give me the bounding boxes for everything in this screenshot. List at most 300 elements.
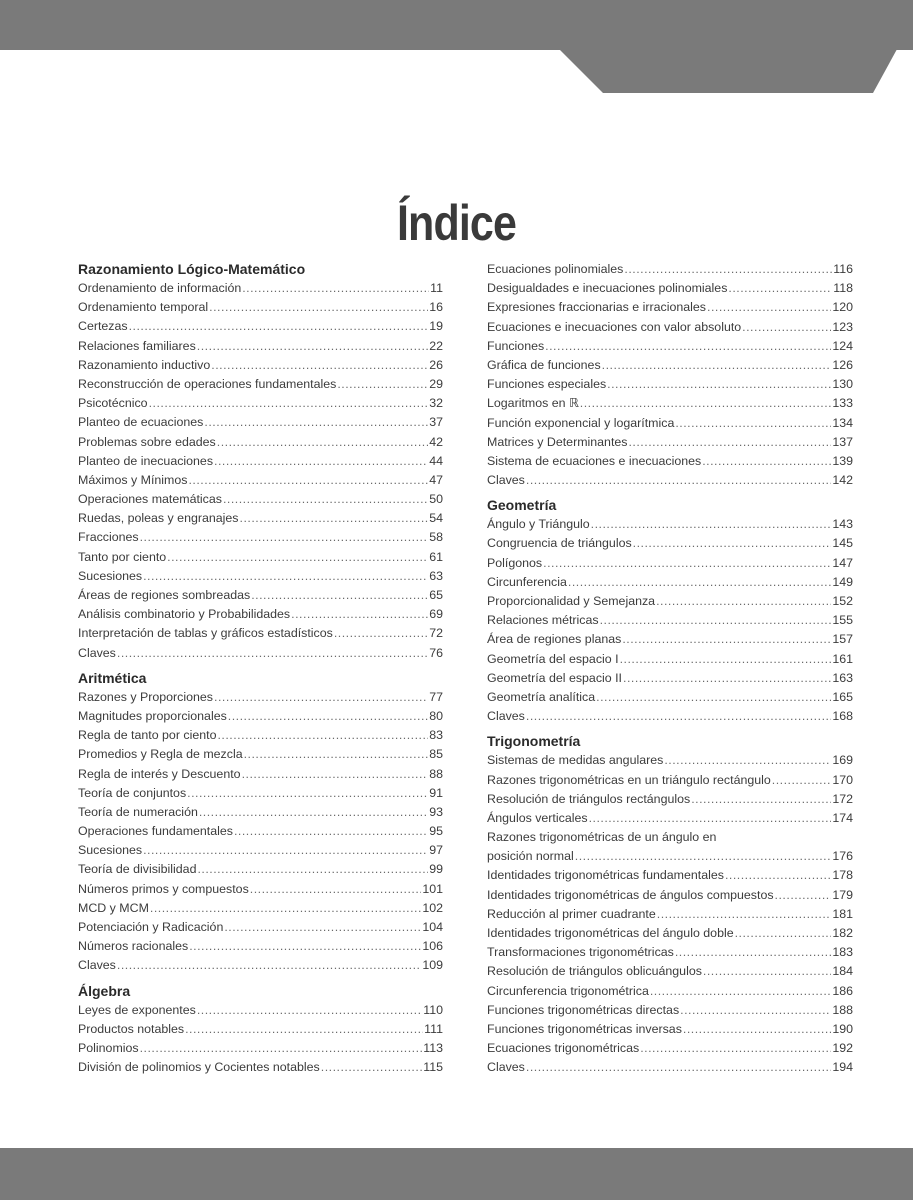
toc-entry-label: Geometría analítica [487, 689, 596, 704]
dot-leader [620, 650, 832, 669]
toc-page-number: 76 [429, 645, 443, 660]
toc-entry[interactable] [487, 260, 853, 279]
toc-entry[interactable] [487, 534, 853, 553]
toc-entry-label: Circunferencia trigonométrica [487, 983, 649, 998]
toc-page-number: 65 [429, 588, 443, 602]
toc-entry-label: Máximos y Mínimos [78, 472, 188, 487]
dot-leader [242, 279, 429, 298]
dot-leader [250, 880, 422, 899]
toc-page-number: 118 [833, 281, 853, 296]
toc-entry[interactable] [487, 298, 853, 317]
dot-leader [143, 567, 428, 586]
dot-leader [589, 809, 832, 828]
toc-entry-label: Operaciones matemáticas [78, 492, 222, 507]
toc-entry[interactable] [78, 356, 443, 375]
toc-entry-label: Teoría de conjuntos [78, 785, 187, 800]
toc-entry[interactable] [78, 707, 443, 726]
toc-page-number: 109 [422, 958, 443, 973]
toc-page-number: 179 [832, 887, 853, 902]
toc-page-number: 143 [832, 517, 853, 532]
toc-page-number: 58 [429, 530, 443, 545]
toc-entry-label: MCD y MCM [78, 900, 149, 915]
toc-page-number: 157 [832, 632, 853, 647]
toc-page-number: 16 [429, 300, 443, 315]
toc-entry-label: Sistemas de medidas angulares [487, 753, 664, 768]
dot-leader [117, 956, 421, 975]
toc-entry[interactable] [78, 860, 443, 879]
toc-entry-label: Regla de tanto por ciento [78, 728, 217, 743]
toc-entry[interactable] [487, 886, 853, 905]
toc-entry[interactable] [78, 567, 443, 586]
dot-leader [707, 298, 831, 317]
dot-leader [735, 924, 832, 943]
toc-entry-label: Ángulos verticales [487, 810, 588, 825]
section-title-trigonometria: Trigonometría [487, 733, 581, 750]
dot-leader [143, 841, 428, 860]
toc-entry[interactable] [487, 394, 853, 413]
toc-entry[interactable] [487, 751, 853, 770]
toc-page-number: 42 [429, 434, 443, 449]
toc-page-number: 77 [429, 689, 443, 704]
dot-leader [149, 394, 429, 413]
dot-leader [337, 375, 428, 394]
dot-leader [657, 905, 832, 924]
toc-entry[interactable] [487, 1039, 853, 1058]
toc-page-number: 80 [429, 708, 443, 723]
toc-entry[interactable] [78, 1039, 443, 1058]
dot-leader [197, 1001, 422, 1020]
toc-entry-label: Congruencia de triángulos [487, 536, 632, 551]
dot-leader [209, 298, 428, 317]
toc-entry[interactable] [78, 899, 443, 918]
toc-entry-label: Relaciones familiares [78, 338, 196, 353]
toc-page-number: 168 [832, 709, 853, 724]
toc-page-number: 184 [832, 964, 853, 979]
toc-entry-label: Fracciones [78, 530, 139, 545]
toc-page-number: 111 [424, 1021, 443, 1036]
toc-entry-label: Claves [487, 473, 525, 488]
toc-page-number: 161 [832, 651, 853, 666]
dot-leader [742, 318, 831, 337]
toc-entry[interactable] [487, 337, 853, 356]
toc-entry[interactable] [78, 548, 443, 567]
toc-page-number: 181 [832, 906, 853, 921]
dot-leader [580, 394, 832, 413]
dot-leader [214, 452, 428, 471]
toc-entry-label: Resolución de triángulos rectángulos [487, 791, 691, 806]
toc-entry-label: Teoría de divisibilidad [78, 862, 197, 877]
toc-page-number: 11 [430, 281, 443, 295]
toc-entry[interactable] [78, 918, 443, 937]
dot-leader [543, 554, 831, 573]
dot-leader [117, 644, 428, 663]
dot-leader [683, 1020, 831, 1039]
toc-entry[interactable] [78, 375, 443, 394]
toc-entry[interactable] [487, 866, 853, 885]
dot-leader [633, 534, 832, 553]
toc-page-number: 133 [832, 396, 853, 411]
toc-page-number: 26 [429, 357, 443, 372]
toc-entry[interactable] [78, 298, 443, 317]
dot-leader [775, 886, 832, 905]
toc-page-number: 19 [429, 319, 443, 334]
dot-leader [656, 592, 831, 611]
toc-entry[interactable] [78, 745, 443, 764]
toc-entry[interactable] [487, 592, 853, 611]
dot-leader [240, 509, 429, 528]
toc-entry-label: Identidades trigonométricas del ángulo doble [487, 926, 734, 940]
toc-entry[interactable] [487, 669, 853, 688]
dot-leader [725, 866, 831, 885]
toc-entry[interactable] [487, 414, 853, 433]
toc-entry[interactable] [78, 937, 443, 956]
toc-page-number: 142 [832, 473, 853, 488]
dot-leader [185, 1020, 423, 1039]
dot-leader [675, 943, 831, 962]
toc-entry-label: Leyes de exponentes [78, 1002, 196, 1017]
toc-page-number: 50 [429, 492, 443, 507]
dot-leader [217, 726, 428, 745]
toc-entry-label: Productos notables [78, 1021, 185, 1036]
dot-leader [150, 899, 421, 918]
toc-entry-label: Sistema de ecuaciones e inecuaciones [487, 453, 702, 468]
toc-page-number: 47 [429, 472, 443, 487]
toc-page-number: 165 [832, 689, 853, 704]
toc-page-number: 169 [832, 753, 853, 768]
dot-leader [628, 433, 831, 452]
toc-entry[interactable] [487, 688, 853, 707]
toc-entry-label: Matrices y Determinantes [487, 434, 628, 449]
toc-entry[interactable] [487, 279, 853, 298]
dot-leader [291, 605, 428, 624]
toc-entry[interactable] [487, 790, 853, 809]
toc-page-number: 72 [429, 626, 443, 641]
toc-entry-label: Funciones especiales [487, 377, 607, 392]
toc-entry[interactable] [487, 828, 853, 847]
toc-entry-label: Análisis combinatorio y Probabilidades [78, 607, 291, 622]
dot-leader [204, 413, 428, 432]
toc-entry-label: Sucesiones [78, 843, 143, 858]
toc-page-number: 37 [429, 415, 443, 430]
toc-page-number: 102 [422, 900, 443, 915]
toc-page-number: 44 [429, 453, 443, 468]
toc-entry-label: Funciones [487, 338, 545, 353]
dot-leader [568, 573, 831, 592]
toc-entry[interactable] [487, 650, 853, 669]
toc-entry-label: Planteo de inecuaciones [78, 453, 214, 468]
toc-page-number: 110 [423, 1002, 443, 1017]
toc-entry[interactable] [78, 765, 443, 784]
toc-entry-label: Potenciación y Radicación [78, 920, 224, 934]
toc-entry-label: Claves [487, 709, 525, 724]
toc-page-number: 22 [429, 338, 443, 353]
dot-leader [140, 1039, 423, 1058]
toc-entry-label: Razones trigonométricas en un triángulo rectángulo [487, 772, 771, 787]
toc-page-number: 88 [429, 766, 443, 781]
toc-entry-label: Expresiones fraccionarias e irracionales [487, 300, 707, 315]
toc-column-right [487, 260, 853, 1078]
toc-page-number: 155 [832, 613, 853, 628]
toc-entry[interactable] [487, 554, 853, 573]
dot-leader [140, 528, 429, 547]
toc-page-number: 95 [429, 824, 443, 839]
toc-entry-label: Ecuaciones e inecuaciones con valor absoluto [487, 319, 742, 334]
dot-leader [234, 822, 428, 841]
toc-entry-label: Interpretación de tablas y gráficos estadísticos [78, 626, 333, 641]
toc-entry[interactable] [487, 707, 853, 726]
toc-page-number: 101 [422, 881, 443, 896]
dot-leader [188, 471, 428, 490]
toc-page-number: 32 [429, 396, 443, 411]
dot-leader [702, 452, 831, 471]
toc-page-number: 145 [832, 536, 853, 551]
toc-entry-label: Razones y Proporciones [78, 689, 213, 704]
toc-entry[interactable] [487, 452, 853, 471]
toc-entry[interactable] [78, 605, 443, 624]
toc-entry-label: Resolución de triángulos oblicuángulos [487, 964, 702, 979]
toc-entry[interactable] [487, 573, 853, 592]
dot-leader [251, 586, 428, 605]
toc-entry[interactable] [487, 943, 853, 962]
toc-entry[interactable] [78, 528, 443, 547]
toc-entry-label: posición normal [487, 849, 574, 864]
toc-entry[interactable] [487, 771, 853, 790]
toc-entry[interactable] [78, 586, 443, 605]
toc-column-left [78, 260, 443, 1077]
dot-leader [197, 860, 428, 879]
toc-entry[interactable] [487, 611, 853, 630]
dot-leader [217, 433, 428, 452]
toc-page-number: 137 [832, 434, 853, 449]
toc-entry[interactable] [78, 279, 443, 298]
toc-page-number: 186 [832, 983, 853, 998]
toc-page-number: 93 [429, 804, 443, 819]
dot-leader [321, 1058, 422, 1077]
toc-page-number: 178 [832, 868, 853, 883]
toc-entry-label: Función exponencial y logarítmica [487, 415, 675, 430]
toc-page-number: 190 [832, 1021, 853, 1036]
toc-entry-label: Identidades trigonométricas fundamentales [487, 868, 724, 883]
toc-page-number: 85 [429, 747, 443, 762]
toc-page-number: 83 [429, 728, 443, 743]
toc-page-number: 170 [832, 772, 853, 787]
toc-entry-label: Teoría de numeración [78, 804, 198, 819]
toc-entry[interactable] [78, 1001, 443, 1020]
toc-entry-label: Psicotécnico [78, 396, 148, 411]
toc-page-number: 120 [832, 300, 853, 315]
toc-entry[interactable] [487, 433, 853, 452]
dot-leader [211, 356, 428, 375]
dot-leader [199, 803, 428, 822]
toc-entry[interactable] [78, 784, 443, 803]
toc-page-number: 134 [832, 415, 853, 430]
dot-leader [242, 765, 429, 784]
toc-entry-label: Ángulo y Triángulo [487, 517, 590, 532]
toc-entry-label: Geometría del espacio II [487, 670, 622, 685]
toc-entry-label: Transformaciones trigonométricas [487, 945, 674, 960]
dot-leader [728, 279, 832, 298]
toc-entry-label: Relaciones métricas [487, 613, 599, 628]
dot-leader [772, 771, 832, 790]
toc-page-number: 104 [422, 920, 443, 934]
toc-entry[interactable] [487, 515, 853, 534]
toc-entry[interactable] [487, 356, 853, 375]
section-title-algebra: Álgebra [78, 982, 131, 999]
toc-page-number: 182 [832, 926, 853, 940]
toc-entry-label: Ecuaciones polinomiales [487, 262, 624, 276]
toc-entry-label: Sucesiones [78, 568, 143, 583]
dot-leader [223, 490, 428, 509]
toc-entry[interactable] [487, 982, 853, 1001]
toc-entry-label: Ruedas, poleas y engranajes [78, 511, 239, 526]
toc-entry[interactable] [78, 471, 443, 490]
dot-leader [545, 337, 831, 356]
toc-entry-label: Identidades trigonométricas de ángulos compuestos [487, 887, 774, 902]
toc-entry[interactable] [487, 962, 853, 981]
dot-leader [622, 630, 831, 649]
toc-page-number: 97 [429, 843, 443, 858]
bottom-decorative-band [0, 1148, 913, 1200]
section-title-razonamiento-logico-matematico: Razonamiento Lógico-Matemático [78, 261, 306, 277]
toc-entry[interactable] [78, 433, 443, 452]
toc-entry-label: Polinomios [78, 1040, 139, 1055]
toc-entry[interactable] [487, 630, 853, 649]
toc-entry[interactable] [487, 375, 853, 394]
toc-entry-label: Claves [487, 1060, 525, 1075]
toc-entry[interactable] [78, 394, 443, 413]
toc-entry[interactable] [78, 509, 443, 528]
toc-page-number: 174 [832, 810, 853, 825]
toc-entry-label: Números primos y compuestos [78, 881, 249, 896]
toc-entry[interactable] [487, 809, 853, 828]
toc-entry[interactable] [487, 1001, 853, 1020]
dot-leader [703, 962, 831, 981]
toc-entry[interactable] [78, 841, 443, 860]
dot-leader [187, 784, 428, 803]
toc-page-number: 147 [832, 555, 853, 570]
toc-entry[interactable] [78, 624, 443, 643]
dot-leader [623, 669, 831, 688]
toc-entry-label: Problemas sobre edades [78, 434, 216, 449]
dot-leader [526, 471, 831, 490]
dot-leader [224, 918, 421, 937]
toc-entry[interactable] [78, 1020, 443, 1039]
toc-page-number: 106 [422, 939, 443, 954]
toc-entry[interactable] [487, 471, 853, 490]
toc-entry[interactable] [487, 318, 853, 337]
toc-entry[interactable] [78, 337, 443, 356]
toc-entry[interactable] [78, 317, 443, 336]
toc-entry-label: Ordenamiento temporal [78, 300, 209, 315]
dot-leader [650, 982, 831, 1001]
dot-leader [691, 790, 831, 809]
toc-entry-label: Área de regiones planas [487, 632, 622, 647]
toc-page-number: 183 [832, 945, 853, 960]
toc-entry[interactable] [78, 726, 443, 745]
toc-entry-label: Planteo de ecuaciones [78, 415, 204, 430]
toc-entry-label: Áreas de regiones sombreadas [78, 588, 251, 602]
toc-entry[interactable] [487, 1020, 853, 1039]
toc-page-number: 123 [832, 319, 853, 334]
dot-leader [197, 337, 428, 356]
toc-entry-label: Circunferencia [487, 574, 567, 589]
toc-page-number: 188 [832, 1002, 853, 1017]
section-title-aritmetica: Aritmética [78, 669, 147, 686]
dot-leader [526, 707, 831, 726]
toc-entry[interactable] [487, 924, 853, 943]
toc-entry[interactable] [487, 847, 853, 866]
toc-entry[interactable] [78, 452, 443, 471]
toc-page-number: 54 [429, 511, 443, 526]
toc-entry-label: Regla de interés y Descuento [78, 766, 241, 781]
toc-page-number: 61 [429, 549, 443, 564]
toc-entry-label: Tanto por ciento [78, 549, 167, 564]
toc-page-number: 176 [832, 849, 853, 864]
toc-page-number: 29 [429, 376, 443, 391]
toc-page-number: 126 [832, 357, 853, 372]
toc-entry-label: Promedios y Regla de mezcla [78, 747, 243, 762]
toc-page-number: 91 [429, 785, 443, 800]
dot-leader [640, 1039, 831, 1058]
toc-page-number: 149 [832, 574, 853, 589]
toc-entry[interactable] [78, 803, 443, 822]
dot-leader [526, 1058, 831, 1077]
dot-leader [214, 688, 428, 707]
toc-entry-label: Certezas [78, 319, 128, 334]
toc-entry-label: Desigualdades e inecuaciones polinomiales [487, 281, 728, 296]
toc-entry-label: Magnitudes proporcionales [78, 708, 227, 723]
toc-entry-label: Ecuaciones trigonométricas [487, 1041, 640, 1056]
toc-entry[interactable] [78, 490, 443, 509]
toc-entry[interactable] [78, 956, 443, 975]
top-decorative-band [0, 0, 913, 50]
toc-page-number: 124 [832, 338, 853, 353]
dot-leader [664, 751, 831, 770]
dot-leader [600, 611, 832, 630]
dot-leader [334, 624, 428, 643]
toc-entry[interactable] [487, 1058, 853, 1077]
dot-leader [129, 317, 429, 336]
toc-entry[interactable] [78, 880, 443, 899]
dot-leader [680, 1001, 831, 1020]
toc-page-number: 194 [832, 1060, 853, 1075]
toc-entry[interactable] [78, 688, 443, 707]
toc-page-number: 152 [832, 594, 853, 608]
toc-entry-label: Ordenamiento de información [78, 281, 242, 295]
toc-entry[interactable] [487, 905, 853, 924]
toc-entry-label: Reducción al primer cuadrante [487, 906, 656, 921]
toc-entry[interactable] [78, 1058, 443, 1077]
toc-page-number: 130 [832, 377, 853, 392]
section-title-geometria: Geometría [487, 497, 557, 514]
dot-leader [244, 745, 429, 764]
toc-entry-label: Gráfica de funciones [487, 357, 601, 372]
toc-entry[interactable] [78, 413, 443, 432]
toc-entry-label: Geometría del espacio I [487, 651, 619, 666]
toc-entry-label: Claves [78, 958, 116, 973]
toc-entry[interactable] [78, 822, 443, 841]
toc-entry-label: Proporcionalidad y Semejanza [487, 594, 656, 608]
toc-page-number: 113 [423, 1040, 443, 1055]
toc-entry[interactable] [78, 644, 443, 663]
toc-page-number: 116 [833, 262, 853, 276]
dot-leader [607, 375, 831, 394]
toc-entry-label: Operaciones fundamentales [78, 824, 233, 839]
toc-page-number: 63 [429, 568, 443, 583]
toc-entry-label: Logaritmos en ℝ [487, 396, 579, 411]
page-title: Índice [396, 194, 517, 251]
dot-leader [675, 414, 831, 433]
